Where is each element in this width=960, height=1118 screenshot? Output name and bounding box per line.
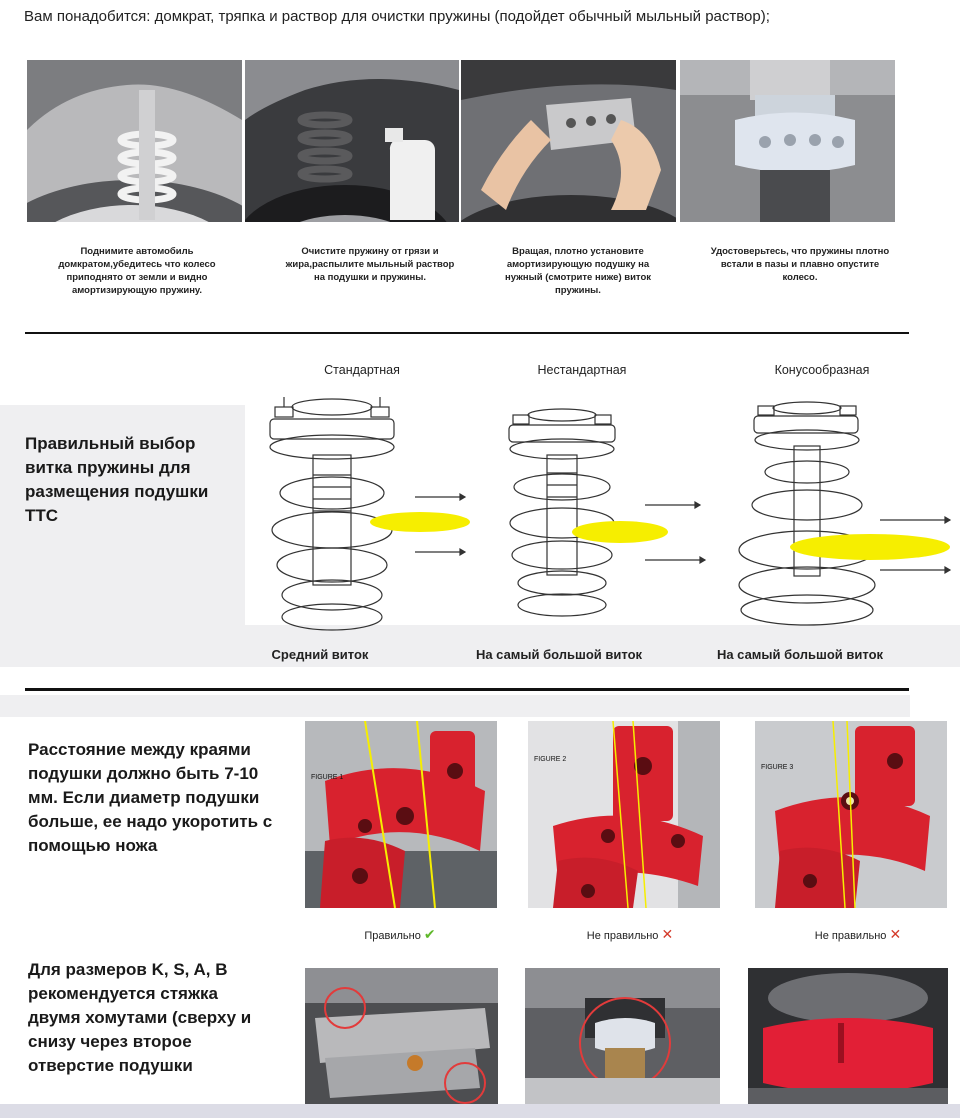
clamp-photo-2 [525,968,720,1105]
distance-label: Расстояние между краями подушки должно быть 7-10 мм. Если диаметр подушки больше, ее надо укоротить с помощью ножа [28,740,273,855]
step-caption-3: Вращая, плотно установите амортизирующую подушку на нужный (смотрите ниже) виток пружины. [504,246,652,296]
type-title-nonstandard: Нестандартная [537,363,627,377]
clamps-label: Для размеров K, S, A, B рекомендуется стяжка двумя хомутами (сверху и снизу через второе отверстие подушки [28,960,252,1075]
figure-mark-1 [320,926,480,943]
pad-figure-1 [305,721,497,908]
figure-tag-3: FIGURE 3 [761,764,794,771]
bottom-bar [0,1104,960,1118]
step-caption-4: Удостоверьтесь, что пружины плотно встали в пазы и плавно опустите колесо. [710,246,890,283]
step-photo-3 [461,60,676,222]
type-sub-nonstandard: На самый большой виток [475,647,643,662]
step-photo-4 [680,60,895,222]
type-sub-conical: На самый большой виток [716,647,884,662]
clamp-photo-1 [305,968,498,1105]
spring-diagram-conical [730,400,960,635]
clamp-photo-3 [748,968,948,1105]
cross-icon: ✕ [889,926,902,942]
step-caption-2: Очистите пружину от грязи и жира,распылите мыльный раствор на подушки и пружины. [285,246,455,283]
figure-mark-text-1: Правильно [364,930,421,942]
pad-figure-2 [528,721,720,908]
cross-icon: ✕ [661,926,674,942]
figure-mark-3 [778,926,938,943]
distance-panel [0,695,910,717]
figure-mark-2 [550,926,710,943]
selection-label: Правильный выбор витка пружины для размещения подушки ТТС [25,434,209,525]
pad-figure-3 [755,721,947,908]
spring-diagram-standard [255,395,485,640]
section-divider-1 [25,332,909,334]
type-sub-standard: Средний виток [271,647,369,662]
check-icon: ✔ [423,926,436,942]
figure-mark-text-2: Не правильно [586,930,659,942]
step-photo-2 [245,60,459,222]
figure-tag-1: FIGURE 1 [311,774,344,781]
spring-diagram-nonstandard [495,405,725,635]
step-caption-1: Поднимите автомобиль домкратом,убедитесь что колесо приподнято от земли и видно амортизирующую пружину. [58,246,216,296]
step-photo-1 [27,60,242,222]
figure-tag-2: FIGURE 2 [534,756,567,763]
type-title-conical: Конусообразная [774,363,870,377]
figure-mark-text-3: Не правильно [814,930,887,942]
type-title-standard: Стандартная [324,363,400,377]
intro-text: Вам понадобится: домкрат, тряпка и раствор для очистки пружины (подойдет обычный мыльный раствор); [24,8,770,25]
section-divider-2 [25,688,909,691]
